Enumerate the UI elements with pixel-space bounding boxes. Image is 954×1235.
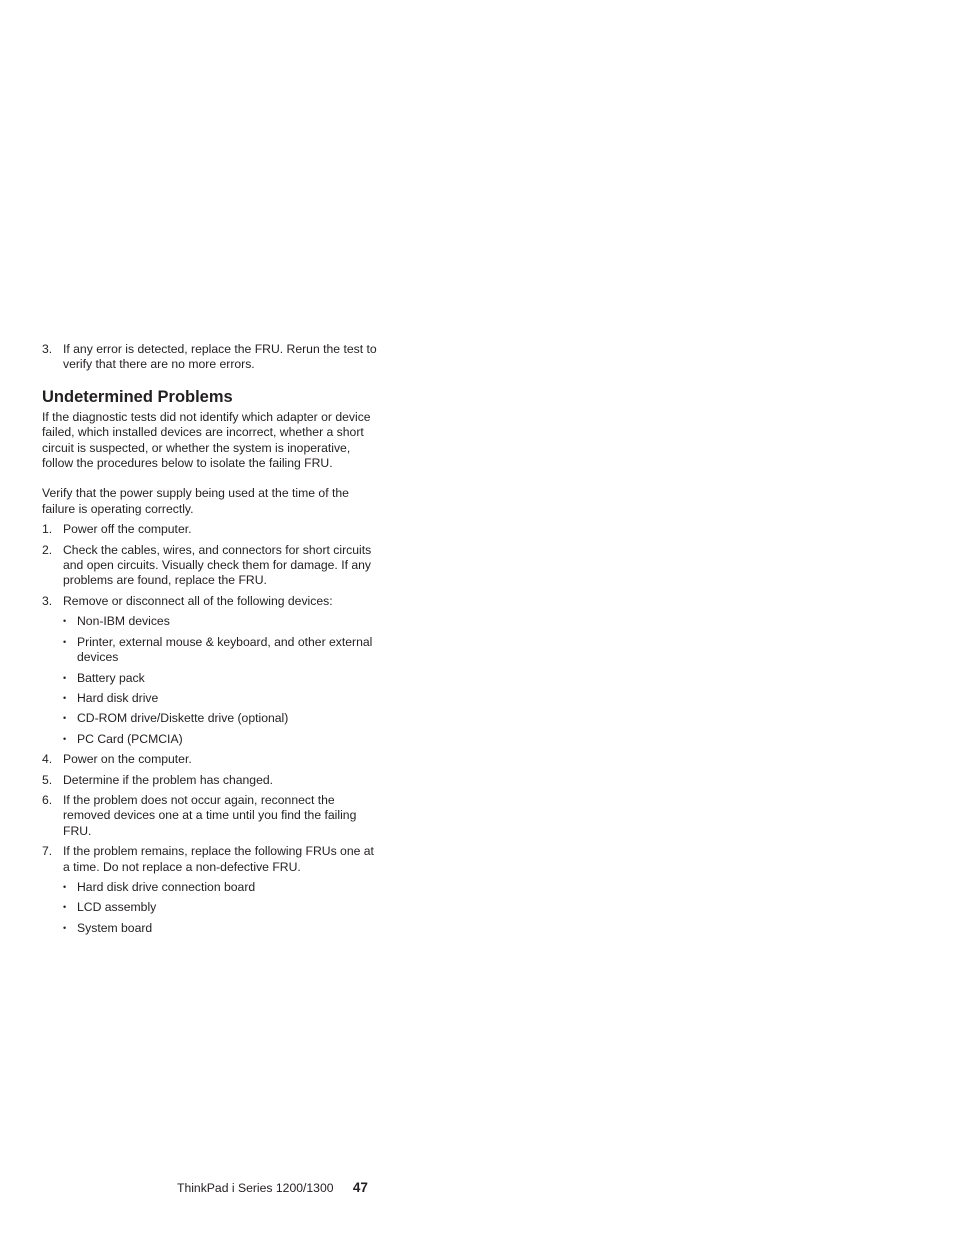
step-2 [42, 543, 378, 589]
intro-paragraph: If the diagnostic tests did not identify which adapter or device failed, which installed devices are incorrect, whether a short circuit is suspected, or whether the system is inoperative, follow the procedures below to isolate the failing FRU. [42, 409, 371, 471]
bullet-icon: • [63, 692, 67, 703]
step-1 [42, 522, 378, 537]
step-5 [42, 773, 378, 788]
step-number: 6. [42, 792, 53, 807]
step-text: Power off the computer. [63, 522, 192, 537]
bullet-icon: • [63, 713, 67, 724]
list-item: • Printer, external mouse & keyboard, and other external devices [63, 634, 373, 665]
step-text: Determine if the problem has changed. [63, 772, 274, 787]
page-footer [177, 1180, 368, 1196]
device-list [63, 614, 378, 747]
step-text: If the problem remains, replace the following FRUs one at a time. Do not replace a non-defective FRU. [63, 844, 374, 874]
step-number: 2. [42, 542, 53, 557]
list-item: • LCD assembly [63, 900, 157, 915]
bullet-icon: • [63, 672, 67, 683]
step-7 [42, 844, 378, 936]
step-number: 1. [42, 522, 53, 537]
prev-step-item [42, 342, 378, 373]
list-item: • CD-ROM drive/Diskette drive (optional) [63, 711, 289, 726]
list-item: • Non-IBM devices [63, 614, 170, 629]
step-text: If any error is detected, replace the FRU. Rerun the test to verify that there are no more errors. [63, 342, 377, 372]
step-4 [42, 752, 378, 767]
fru-list [63, 880, 378, 936]
step-text: Power on the computer. [63, 752, 192, 767]
section-title: Undetermined Problems [42, 387, 233, 406]
bullet-icon: • [63, 616, 67, 627]
bullet-icon: • [63, 881, 67, 892]
list-item: • System board [63, 920, 153, 935]
verify-paragraph: Verify that the power supply being used at the time of the failure is operating correctly. [42, 486, 349, 516]
list-item: • Hard disk drive connection board [63, 879, 256, 894]
bullet-icon: • [63, 902, 67, 913]
step-number: 5. [42, 772, 53, 787]
step-text: Check the cables, wires, and connectors for short circuits and open circuits. Visually check them for damage. If any problems are found, replace the FRU. [63, 542, 372, 588]
step-number: 3. [42, 342, 53, 356]
step-3 [42, 594, 378, 747]
bullet-icon: • [63, 922, 67, 933]
list-item: • Battery pack [63, 670, 145, 685]
step-text: Remove or disconnect all of the following devices: [63, 593, 333, 608]
step-number: 4. [42, 752, 53, 767]
step-number: 3. [42, 593, 53, 608]
bullet-icon: • [63, 733, 67, 744]
page-number: 47 [352, 1180, 368, 1195]
list-item: • Hard disk drive [63, 690, 159, 705]
main-column [42, 342, 378, 941]
step-number: 7. [42, 844, 53, 859]
footer-title: ThinkPad i Series 1200/1300 [177, 1181, 334, 1195]
step-6 [42, 793, 378, 839]
list-item: • PC Card (PCMCIA) [63, 731, 183, 746]
step-text: If the problem does not occur again, reconnect the removed devices one at a time until you find the failing FRU. [63, 792, 357, 838]
bullet-icon: • [63, 636, 67, 647]
